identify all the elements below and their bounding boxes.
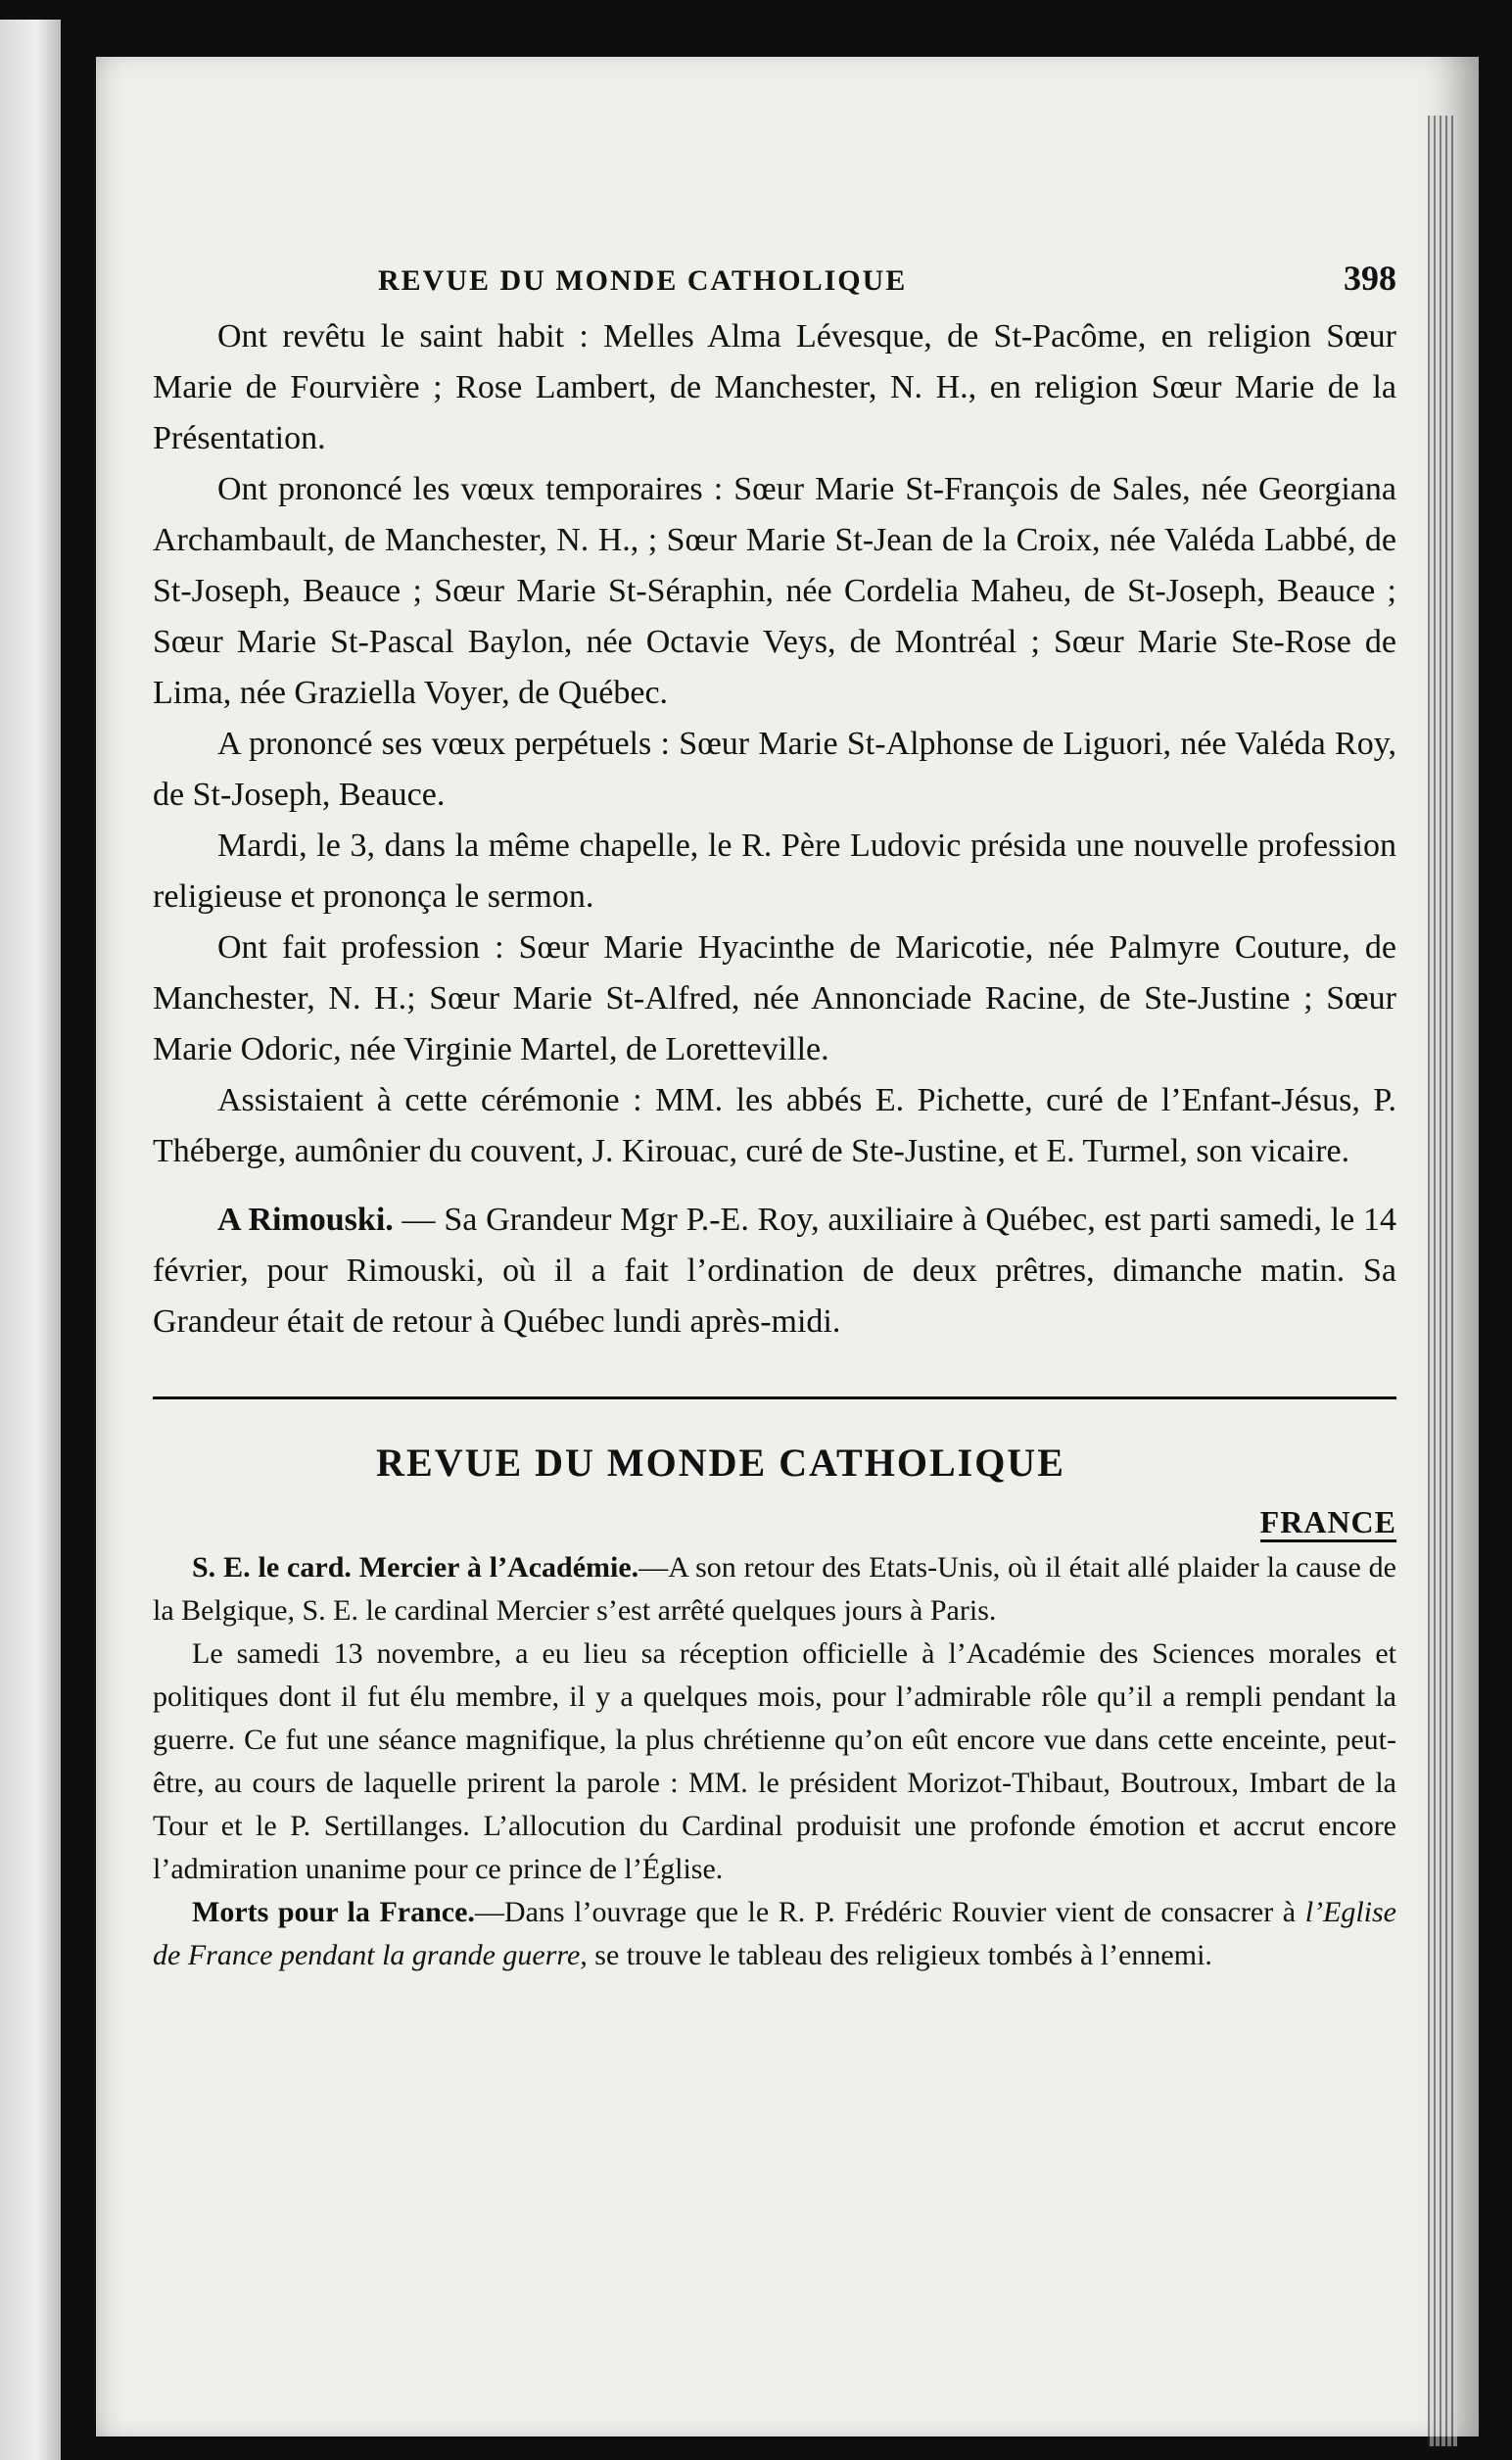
page-text	[153, 253, 1396, 1977]
book-title: l’Eglise de France pendant la grande guerre,	[153, 1896, 1396, 1971]
paragraph: A prononcé ses vœux perpétuels : Sœur Marie St-Alphonse de Liguori, née Valéda Roy, de St-Joseph, Beauce.	[153, 726, 1396, 813]
samedi-paragraph: Le samedi 13 novembre, a eu lieu sa réception officielle à l’Académie des Sciences morales et politiques dont il fut élu membre, il y a quelques mois, pour l’admirable rôle qu’il a rempli pendant la guerre. Ce fut une séance magnifique, la plus chrétienne qu’on eût encore vue dans cette enceinte, peut-être, au cours de laquelle prirent la parole : MM. le président Morizot-Thibaut, Boutroux, Imbart de la Tour et le P. Sertillanges. L’allocution du Cardinal produisit une profonde émotion et accrut encore l’admiration unanime pour ce prince de l’Église.	[153, 1637, 1396, 1885]
france-news	[153, 1546, 1396, 1977]
section-title: REVUE DU MONDE CATHOLIQUE	[376, 1441, 1065, 1485]
morts-lead: Morts pour la France.	[192, 1896, 475, 1928]
facing-page-edge	[0, 20, 61, 2460]
paragraph: Ont revêtu le saint habit : Melles Alma Lévesque, de St-Pacôme, en religion Sœur Marie de Fourvière ; Rose Lambert, de Manchester, N. H., en religion Sœur Marie de la Présentation.	[153, 318, 1396, 456]
rimouski-lead: A Rimouski.	[217, 1202, 394, 1238]
mercier-text: —A son retour des Etats-Unis, où il était allé plaider la cause de la Belgique, S. E. le cardinal Mercier s’est arrêté quelques jours à Paris.	[153, 1551, 1396, 1627]
paragraph: Ont fait profession : Sœur Marie Hyacinthe de Maricotie, née Palmyre Couture, de Manchester, N. H.; Sœur Marie St-Alfred, née Annonciade Racine, de Ste-Justine ; Sœur Marie Odoric, née Virginie Martel, de Loretteville.	[153, 929, 1396, 1067]
region-heading	[153, 1497, 1396, 1546]
page-number: 398	[1344, 259, 1396, 298]
morts-text-b: se trouve le tableau des religieux tombés à l’ennemi.	[587, 1939, 1212, 1971]
region-label: FRANCE	[1260, 1504, 1396, 1542]
paragraph: Ont prononcé les vœux temporaires : Sœur Marie St-François de Sales, née Georgiana Archambault, de Manchester, N. H., ; Sœur Marie St-Jean de la Croix, née Valéda Labbé, de St-Joseph, Beauce ; Sœur Marie St-Séraphin, née Cordelia Maheu, de St-Joseph, Beauce ; Sœur Marie St-Pascal Baylon, née Octavie Veys, de Montréal ; Sœur Marie Ste-Rose de Lima, née Graziella Voyer, de Québec.	[153, 471, 1396, 711]
rimouski-text: — Sa Grandeur Mgr P.-E. Roy, auxiliaire à Québec, est parti samedi, le 14 février, pour Rimouski, où il a fait l’ordination de deux prêtres, dimanche matin. Sa Grandeur était de retour à Québec lundi après-midi.	[153, 1202, 1396, 1340]
running-head-title: REVUE DU MONDE CATHOLIQUE	[378, 264, 908, 297]
paragraph: Mardi, le 3, dans la même chapelle, le R. Père Ludovic présida une nouvelle profession religieuse et prononça le sermon.	[153, 828, 1396, 915]
rimouski-paragraph	[153, 1195, 1396, 1348]
morts-text-a: —Dans l’ouvrage que le R. P. Frédéric Rouvier vient de consacrer à	[474, 1896, 1305, 1928]
book-page	[96, 57, 1479, 2436]
paragraph: Assistaient à cette cérémonie : MM. les abbés E. Pichette, curé de l’Enfant-Jésus, P. Théberge, aumônier du couvent, J. Kirouac, curé de Ste-Justine, et E. Turmel, son vicaire.	[153, 1082, 1396, 1169]
mercier-paragraph	[153, 1546, 1396, 1632]
page-edge-stack	[1428, 116, 1457, 2446]
mercier-lead: S. E. le card. Mercier à l’Académie.	[192, 1551, 639, 1584]
morts-paragraph	[153, 1891, 1396, 1977]
section-divider	[153, 1396, 1396, 1399]
running-head	[378, 253, 1396, 311]
